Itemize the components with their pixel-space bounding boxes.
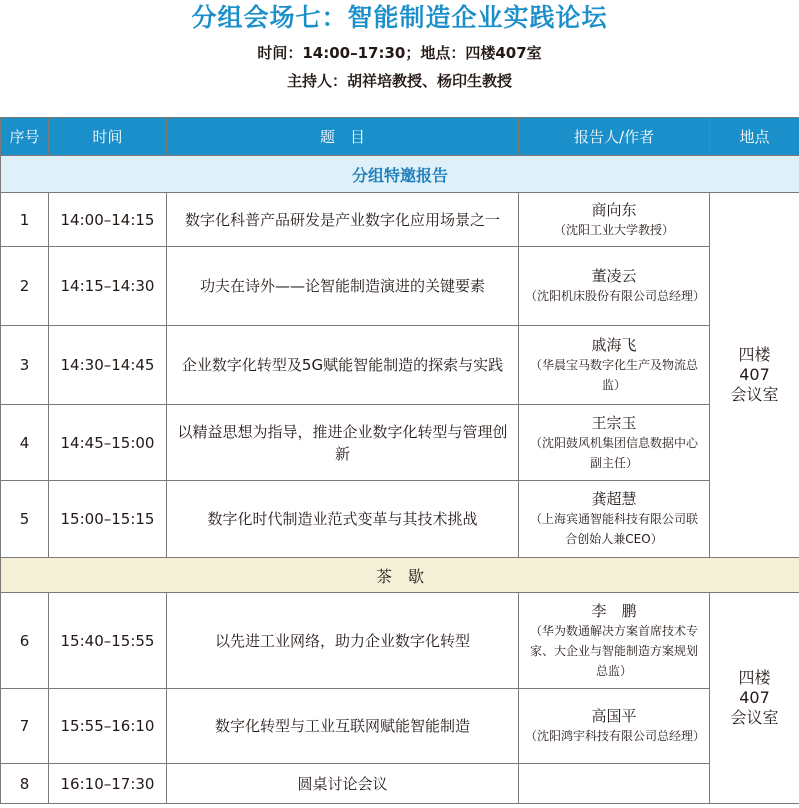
row-speaker <box>519 689 710 764</box>
col-header-place: 地点 <box>710 118 799 156</box>
place-cell-group1 <box>710 193 799 558</box>
speaker-name: 董凌云 <box>591 267 637 285</box>
row-time: 14:30–14:45 <box>49 326 167 405</box>
row-topic: 功夫在诗外——论智能制造演进的关键要素 <box>167 247 519 326</box>
speaker-affiliation: （上海宾通智能科技有限公司联合创始人兼CEO） <box>529 512 698 546</box>
col-header-no: 序号 <box>1 118 49 156</box>
row-speaker <box>519 193 710 247</box>
table-row <box>1 481 799 558</box>
row-number: 3 <box>1 326 49 405</box>
row-time: 14:00–14:15 <box>49 193 167 247</box>
table-row <box>1 247 799 326</box>
table-row <box>1 764 799 804</box>
table-header-row <box>1 118 799 156</box>
place-line: 407 <box>739 365 770 384</box>
row-time: 14:45–15:00 <box>49 405 167 481</box>
row-topic: 数字化转型与工业互联网赋能智能制造 <box>167 689 519 764</box>
speaker-affiliation: （沈阳鼓风机集团信息数据中心副主任） <box>529 435 698 470</box>
row-number: 4 <box>1 405 49 481</box>
speaker-affiliation: （沈阳机床股份有限公司总经理） <box>525 289 706 303</box>
speaker-name: 李 鹏 <box>591 601 637 620</box>
row-number: 8 <box>1 764 49 804</box>
row-topic: 企业数字化转型及5G赋能智能制造的探索与实践 <box>167 326 519 405</box>
row-number: 7 <box>1 689 49 764</box>
speaker-name: 龚超慧 <box>591 490 637 508</box>
schedule-table <box>0 117 799 804</box>
table-row <box>1 593 799 689</box>
place-line: 会议室 <box>730 385 779 404</box>
section-label: 分组特邀报告 <box>1 156 799 193</box>
table-row <box>1 405 799 481</box>
row-speaker <box>519 764 710 804</box>
place-line: 四楼 <box>738 345 771 364</box>
col-header-topic: 题 目 <box>167 118 519 156</box>
speaker-affiliation: （华为数通解决方案首席技术专家、大企业与智能制造方案规划总监） <box>529 623 698 678</box>
row-number: 6 <box>1 593 49 689</box>
tea-break-row <box>1 558 799 593</box>
row-speaker <box>519 593 710 689</box>
row-topic: 圆桌讨论会议 <box>167 764 519 804</box>
row-speaker <box>519 326 710 405</box>
row-time: 15:00–15:15 <box>49 481 167 558</box>
row-number: 2 <box>1 247 49 326</box>
speaker-affiliation: （沈阳工业大学教授） <box>553 222 674 237</box>
row-time: 14:15–14:30 <box>49 247 167 326</box>
hosts-line: 主持人：胡祥培教授、杨印生教授 <box>286 72 512 90</box>
speaker-affiliation: （沈阳鸿宇科技有限公司总经理） <box>525 729 706 743</box>
speaker-name: 王宗玉 <box>591 413 637 432</box>
table-row <box>1 193 799 247</box>
table-row <box>1 326 799 405</box>
row-speaker <box>519 247 710 326</box>
col-header-time: 时间 <box>49 118 167 156</box>
section-row <box>1 156 799 193</box>
row-topic: 数字化时代制造业范式变革与其技术挑战 <box>167 481 519 558</box>
row-speaker <box>519 405 710 481</box>
place-cell-group2 <box>710 593 799 804</box>
speaker-affiliation: （华晨宝马数字化生产及物流总监） <box>529 358 698 392</box>
row-time: 15:55–16:10 <box>49 689 167 764</box>
page-title: 分组会场七：智能制造企业实践论坛 <box>191 3 608 32</box>
row-time: 15:40–15:55 <box>49 593 167 689</box>
tea-break-label: 茶 歇 <box>1 558 799 593</box>
row-topic: 以精益思想为指导，推进企业数字化转型与管理创新 <box>167 405 519 481</box>
table-row <box>1 689 799 764</box>
speaker-name: 商向东 <box>591 200 637 219</box>
place-line: 四楼 <box>738 668 771 687</box>
col-header-speaker: 报告人/作者 <box>519 118 710 156</box>
place-line: 会议室 <box>730 708 779 727</box>
place-line: 407 <box>739 688 770 707</box>
row-topic: 数字化科普产品研发是产业数字化应用场景之一 <box>167 193 519 247</box>
speaker-name: 戚海飞 <box>591 336 637 354</box>
row-topic: 以先进工业网络，助力企业数字化转型 <box>167 593 519 689</box>
row-number: 1 <box>1 193 49 247</box>
speaker-name: 高国平 <box>591 707 637 725</box>
row-time: 16:10–17:30 <box>49 764 167 804</box>
time-place-line: 时间：14:00–17:30；地点：四楼407室 <box>257 44 542 62</box>
row-speaker <box>519 481 710 558</box>
row-number: 5 <box>1 481 49 558</box>
